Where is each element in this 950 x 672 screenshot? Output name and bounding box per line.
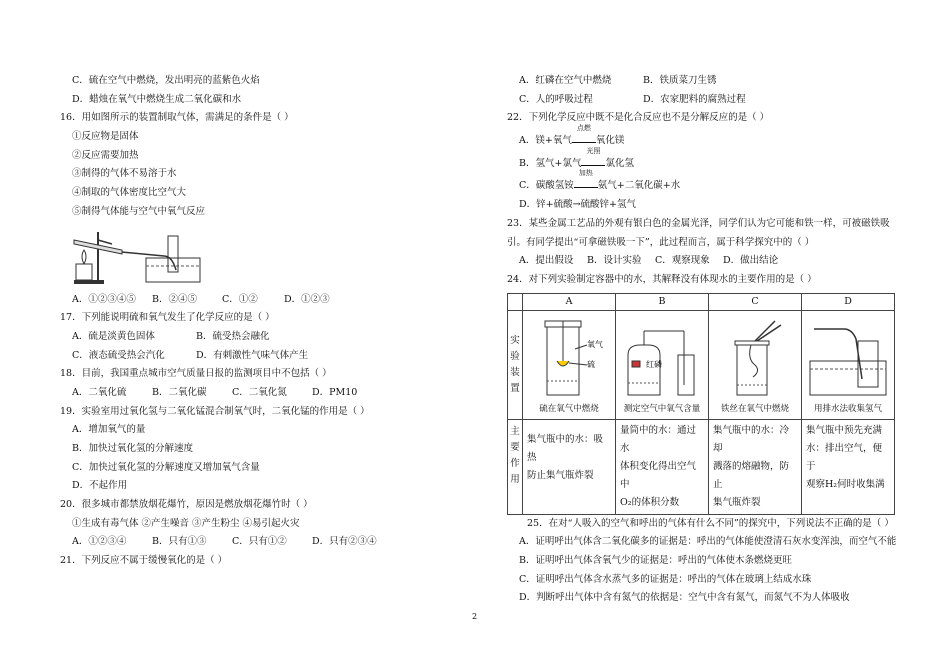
q16-stem: 16．用如图所示的装置制取气体，需满足的条件是（ ）	[60, 112, 294, 124]
svg-text:氧气: 氧气	[587, 339, 603, 349]
q21-option-a: A．红磷在空气中燃烧	[519, 75, 612, 86]
q25-stem: 25．在对“人吸入的空气和呼出的气体有什么不同”的探究中，下列说法不正确的是（ ）	[527, 517, 894, 529]
q24-cell-c	[709, 310, 802, 419]
q23-option-b: B．设计实验	[587, 255, 642, 267]
q24-caption-c: 铁丝在氧气中燃烧	[720, 403, 789, 414]
q21-option-b: B．铁质菜刀生锈	[643, 75, 717, 86]
q16-item-5: ⑤制得气体能与空气中氧气反应	[72, 205, 206, 217]
q19-option-b: B．加快过氧化氢的分解速度	[72, 443, 193, 454]
q24-row-label-function: 主 要 作 用	[508, 419, 523, 514]
q17-option-c: C．液态硫受热会汽化	[72, 349, 165, 361]
q15-option-c: C．硫在空气中燃烧，发出明亮的蓝紫色火焰	[72, 75, 260, 86]
q17-option-a: A．硫是淡黄色固体	[72, 330, 155, 342]
q18-stem: 18．目前，我国重点城市空气质量日报的监测项目中不包括（ ）	[60, 368, 332, 380]
q24-header-c: C	[709, 293, 802, 310]
q20-stem: 20．很多城市都禁放烟花爆竹，原因是燃放烟花爆竹时（ ）	[60, 499, 313, 511]
q20-option-d: D．只有②③④	[312, 536, 377, 548]
q16-item-3: ③制得的气体不易溶于水	[72, 168, 177, 180]
q24-header-d: D	[802, 293, 895, 310]
q18-option-d: D．PM10	[312, 386, 358, 398]
q25-option-b: B．证明呼出气体含氧气少的证据是：呼出的气体使木条燃烧更旺	[519, 554, 792, 566]
q24-desc-d: 集气瓶中预先充满 水：排出空气，便于 观察H₂何时收集满	[802, 419, 895, 514]
q23-option-a: A．提出假设	[519, 255, 574, 267]
q20-option-b: B．只有①③	[152, 536, 207, 548]
q24-header-row	[508, 293, 895, 310]
q20-option-c: C．只有①②	[232, 536, 287, 548]
q23-option-c: C．观察现象	[655, 255, 710, 267]
q20-option-a: A．①②③④	[72, 536, 127, 548]
q24-cell-d	[802, 310, 895, 419]
q18-option-a: A．二氧化硫	[72, 386, 127, 398]
q22-option-b: B．氢气+氯气 光照 氯化氢	[519, 146, 634, 169]
q17-option-d: D．有刺激性气味气体产生	[196, 349, 309, 361]
q21-option-d: D．农家肥料的腐熟过程	[643, 93, 746, 105]
q24-cell-a	[523, 310, 616, 419]
q23-option-d: D．做出结论	[723, 255, 779, 267]
q24-header-b: B	[616, 293, 709, 310]
svg-text:硫: 硫	[587, 359, 595, 369]
q24-figure-a	[525, 315, 613, 403]
q24-desc-b: 量筒中的水：通过水 体积变化得出空气中 O₂的体积分数	[616, 419, 709, 514]
q25-option-d: D．判断呼出气体中含有氮气的依据是：空气中含有氮气，而氮气不为人体吸收	[519, 592, 850, 604]
q23-line-1: 23．某些金属工艺品的外观有银白色的金属光泽，同学们认为它可能和铁一样，可被磁铁吸	[507, 217, 890, 229]
q17-stem: 17．下列能说明硫和氧气发生了化学反应的是（ ）	[60, 312, 275, 324]
q25-option-a: A．证明呼出气体含二氧化碳多的证据是：呼出的气体能使澄清石灰水变浑浊，而空气不能	[519, 536, 897, 548]
q18-option-b: B．二氧化碳	[152, 386, 207, 398]
q24-desc-a: 集气瓶中的水：吸热 防止集气瓶炸裂	[523, 419, 616, 514]
q16-option-b: B．②④⑤	[152, 293, 197, 305]
q24-figure-b	[618, 315, 706, 403]
q24-caption-a: 硫在氧气中燃烧	[539, 403, 599, 414]
q24-figure-d	[804, 315, 892, 403]
q16-option-d: D．①②③	[284, 293, 330, 305]
q22-stem: 22．下列化学反应中既不是化合反应也不是分解反应的是（ ）	[507, 112, 770, 124]
q24-stem: 24．对下列实验制定容器中的水，其解释没有体现水的主要作用的是（ ）	[507, 273, 817, 285]
q24-apparatus-row	[508, 310, 895, 419]
q23-line-2: 引。有同学提出“可拿磁铁吸一下”，此过程而言，属于科学探究中的（ ）	[507, 236, 815, 248]
q18-option-c: C．二氧化氮	[232, 386, 287, 398]
q24-caption-d: 用排水法收集氢气	[813, 403, 882, 414]
q19-option-a: A．增加氧气的量	[72, 424, 146, 436]
q19-stem: 19．实验室用过氧化氢与二氧化锰混合制氧气时，二氧化锰的作用是（ ）	[60, 405, 370, 417]
q24-desc-c: 集气瓶中的水：冷却 溅落的熔融物，防止 集气瓶炸裂	[709, 419, 802, 514]
q24-figure-c	[711, 315, 799, 403]
q20-items: ①生成有毒气体 ②产生噪音 ③产生粉尘 ④易引起火灾	[72, 517, 300, 529]
q16-apparatus-figure	[68, 226, 208, 286]
q24-function-row	[508, 419, 895, 514]
left-column	[60, 72, 470, 571]
svg-text:红磷: 红磷	[646, 359, 662, 369]
q24-cell-b	[616, 310, 709, 419]
q22-option-a: A．镁+氧气 点燃 氧化镁	[519, 124, 625, 147]
q16-item-1: ①反应物是固体	[72, 131, 139, 143]
q25-option-c: C．证明呼出气体含水蒸气多的证据是：呼出的气体在玻璃上结成水珠	[519, 573, 812, 585]
q24-header-a: A	[523, 293, 616, 310]
q16-options	[60, 291, 470, 310]
q16-item-2: ②反应需要加热	[72, 149, 139, 161]
q22-option-d: D．锌+硫酸→硫酸锌+氢气	[519, 199, 636, 211]
q24-caption-b: 测定空气中氧气含量	[623, 403, 701, 414]
q22-option-c: C．碳酸氢铵 加热 氨气+二氧化碳+水	[519, 169, 681, 192]
q15-option-d: D．蜡烛在氧气中燃烧生成二氧化碳和水	[72, 93, 242, 105]
q19-option-d: D．不起作用	[72, 480, 128, 492]
q21-option-c: C．人的呼吸过程	[519, 93, 593, 105]
q16-option-c: C．①②	[222, 293, 258, 305]
q17-option-b: B．硫受热会融化	[196, 330, 270, 342]
q24-row-label-apparatus: 实 验 装 置	[508, 310, 523, 419]
q21-stem: 21．下列反应不属于缓慢氧化的是（ ）	[60, 555, 228, 567]
page-number: 2	[472, 612, 478, 621]
q24-table	[507, 293, 895, 515]
q16-option-a: A．①②③④⑤	[72, 293, 136, 305]
right-column	[507, 72, 907, 608]
q19-option-c: C．加快过氧化氢的分解速度又增加氧气含量	[72, 461, 260, 473]
q16-item-4: ④制取的气体密度比空气大	[72, 187, 187, 199]
